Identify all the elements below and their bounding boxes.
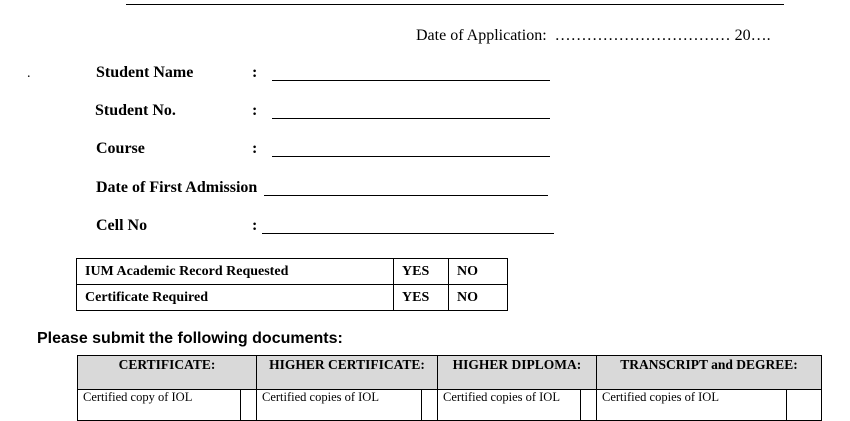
no-option[interactable]: NO [449,259,508,285]
column-header-transcript-degree: TRANSCRIPT and DEGREE: [597,356,822,390]
student-no-colon: : [252,102,258,119]
student-no-field[interactable] [272,118,550,119]
yes-option[interactable]: YES [394,259,449,285]
first-admission-field[interactable] [264,195,548,196]
date-of-application-label: Date of Application: [416,27,547,44]
first-admission-label: Date of First Admission [96,179,258,196]
document-item: Certified copy of IOL [78,390,241,421]
top-rule [126,4,784,5]
document-checkbox[interactable] [581,390,597,421]
table-row [77,285,508,311]
document-checkbox[interactable] [787,390,822,421]
document-checkbox[interactable] [241,390,257,421]
documents-table [77,355,822,421]
no-option[interactable]: NO [449,285,508,311]
document-item: Certified copies of IOL [438,390,581,421]
column-header-certificate: CERTIFICATE: [78,356,257,390]
yes-option[interactable]: YES [394,285,449,311]
date-of-application[interactable] [416,27,771,45]
document-item: Certified copies of IOL [257,390,422,421]
cell-no-label: Cell No [96,217,148,234]
student-name-field[interactable] [272,80,550,81]
course-field[interactable] [272,156,550,157]
course-label: Course [96,140,145,157]
table-header-row [78,356,822,390]
request-label: IUM Academic Record Requested [77,259,394,285]
column-header-higher-diploma: HIGHER DIPLOMA: [438,356,597,390]
cell-no-field[interactable] [262,233,554,234]
student-no-label: Student No. [95,102,176,119]
margin-mark: . [27,66,31,81]
request-table [76,258,508,311]
documents-heading: Please submit the following documents: [37,330,343,347]
table-row [77,259,508,285]
student-name-colon: : [252,64,258,81]
column-header-higher-certificate: HIGHER CERTIFICATE: [257,356,438,390]
document-checkbox[interactable] [422,390,438,421]
request-label: Certificate Required [77,285,394,311]
document-item: Certified copies of IOL [597,390,787,421]
student-name-label: Student Name [96,64,194,81]
cell-no-colon: : [252,217,258,234]
date-of-application-value[interactable]: …………………………… 20…. [554,27,771,44]
table-row [78,390,822,421]
course-colon: : [252,140,258,157]
